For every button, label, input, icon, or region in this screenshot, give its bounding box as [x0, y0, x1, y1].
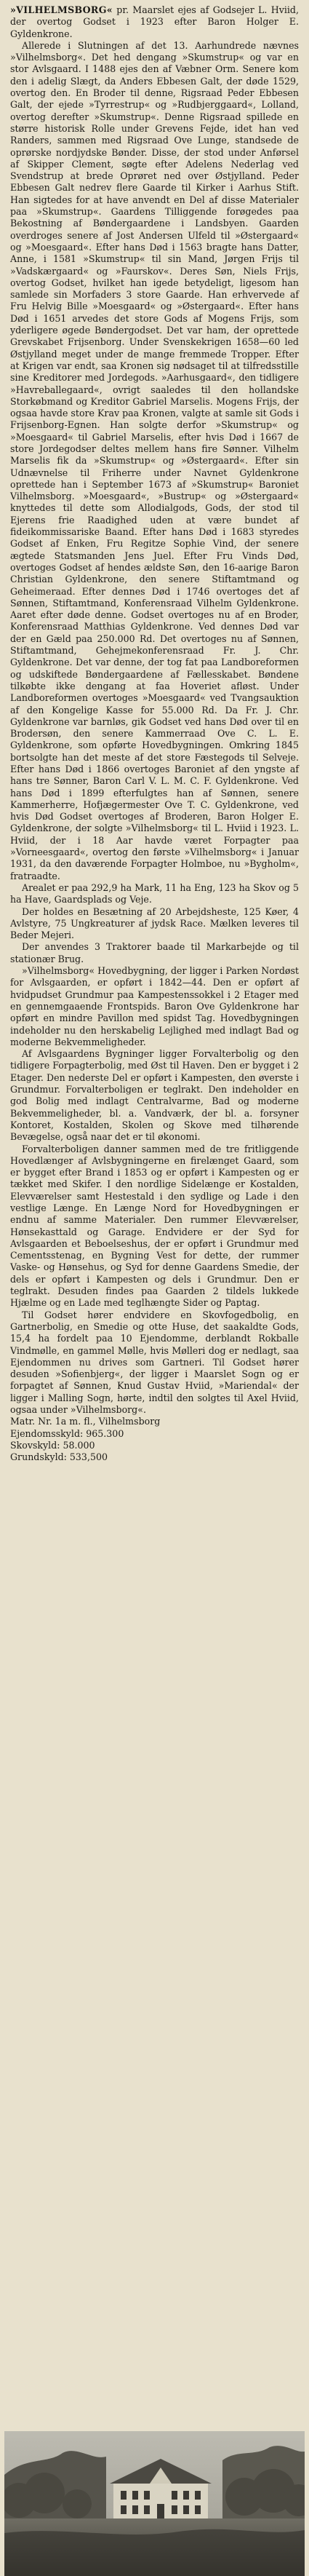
matr-number: Matr. Nr. 1a m. fl., Vilhelmsborg: [10, 1416, 161, 1427]
article-paragraph-6: »Vilhelmsborg« Hovedbygning, der ligger i Parken Nordøst for Avlsgaarden, er opført i 1842—44. Den er opført af hvidpudset Grundmur paa Kampestenssokkel i 2 Etager med en gennemgaaende Frontspids. Baron Ove Gyldenkrone har opført en mindre Pavillon med spidst Tag. Hovedbygningen indeholder nu den herskabelig Lejlighed med indlagt Bad og moderne Bekvemmeligheder.: [10, 965, 299, 1047]
article-paragraph-8: Forvalterboligen danner sammen med de tre fritliggende Hovedlænger af Avlsbygningerne en firelænget Gaard, som er bygget efter Brand i 1853 og er opført i Kampesten og er tækket med Skifer. I den nordlige Sidelænge er Kostalden, Elevværelser samt Hestestald i den sydlige og Lade i den vestlige Længe. En Længe Nord for Hovedbygningen er endnu af samme Materialer. Den rummer Elevværelser, Hønsekasttald og Garage. Endvidere er der Syd for Avlsgaarden et Beboelseshus, der er opført i Grundmur med Cementsstenag, en Bygning Vest for dette, der rummer Vaske- og Hønsehus, og Syd for denne Gaardens Smedie, der dels er opført i Kampesten og dels i Grundmur. Den er teglrakt. Desuden findes paa Gaarden 2 tildels lukkede Hjælme og en Lade med teglhængte Sider og Paptag.: [10, 1143, 299, 1309]
article-paragraph-5: Der anvendes 3 Traktorer baade til Markarbejde og til stationær Brug.: [10, 941, 299, 964]
skovskyld: Skovskyld: 58.000: [10, 1439, 95, 1451]
article-paragraph-7: Af Avlsgaardens Bygninger ligger Forvalterbolig og den tidligere Forpagterbolig, med Øst til Haven. Den er bygget i 2 Etager. Den nederste Del er opført i Kampesten, den øverste i Grundmur. Forvalterboligen er teglrakt. Den indeholder en god Bolig med indlagt Centralvarme, Bad og moderne Bekvemmeligheder, bl. a. Vandværk, der bl. a. forsyner Kontoret, Kostalden, Skolen og Skove med tilhørende Bevægelse, også naar det er til økonomi.: [10, 1048, 299, 1143]
article-paragraph-2: Allerede i Slutningen af det 13. Aarhundrede nævnes »Vilhelmsborg«. Det hed dengang »Skumstrup« og var en stor Avlsgaard. I 1488 ejes den af Væbner Orm. Senere kom den i adelig Slægt, da Anders Ebbesen Galt, der døde 1529, overtog den. En Broder til denne, Rigsraad Peder Ebbesen Galt, der ejede »Tyrrestrup« og »Rudbjerggaard«, Lolland, overtog derefter »Skumstrup«. Denne Rigsraad spillede en større historisk Rolle under Grevens Fejde, idet han ved Randers, sammen med Rigsraad Ove Lunge, standsede de oprørske nordjydske Bønder. Disse, der stod under Anførsel af Skipper Clement, søgte efter Adelens Nederlag ved Svendstrup at brede Oprøret ned over Østjylland. Peder Ebbesen Galt nedrev flere Gaarde til Kirker i Aarhus Stift. Han sigtedes for at have anvendt en Del af disse Materialer paa »Skumstrup«. Gaardens Tilliggende forøgedes paa Bekostning af Bøndergaardene i Landsbyen. Gaarden overdroges senere af Jost Andersen Ulfeld til »Østergaard« og »Moesgaard«. Efter hans Død i 1563 bragte hans Datter, Anne, i 1581 »Skumstrup« til sin Mand, Jørgen Frijs til »Vadskærgaard« og »Faurskov«. Deres Søn, Niels Frijs, overtog Godset, hvilket han igede betydeligt, ligesom han samlede sin Morfaders 3 store Gaarde. Han erhvervede af Fru Helvig Bille »Moesgaard« og »Østergaard«. Efter hans Død i 1651 arvedes det store Gods af Mogens Frijs, som yderligere øgede Bøndergodset. Det var ham, der oprettede Grevskabet Frijsenborg. Under Svenskekrigen 1658—60 led Østjylland meget under de mange fremmede Tropper. Efter at Krigen var endt, saa Kronen sig nødsaget til at tilfredsstille sine Kreditorer med Jordegods. »Aarhusgaard«, den tidligere »Havreballegaard«, ovrigt saaledes til den hollandske Storkøbmand og Kreditor Gabriel Marselis. Mogens Frijs, der ogsaa havde store Krav paa Kronen, valgte at samle sit Gods i Frijsenborg-Egnen. Han solgte derfor »Skumstrup« og »Moesgaard« til Gabriel Marselis, efter hvis Død i 1667 de store Jordegodser deltes mellem hans fire Sønner. Vilhelm Marselis fik da »Skumstrup« og »Østergaard«. Efter sin Udnævnelse til Friherre under Navnet Gyldenkrone oprettede han i September 1673 af »Skumstrup« Baroniet Vilhelmsborg. »Moesgaard«, »Bustrup« og »Østergaard« knyttedes til dette som Allodialgods, Gods, der stod til Ejerens frie Raadighed uden at være bundet af fideikommissariske Baand. Efter hans Død i 1683 styredes Godset af Enken, Fru Regitze Sophie Vind, der senere ægtede Statsmanden Jens Juel. Efter Fru Vinds Død, overtoges Godset af hendes ældste Søn, den 16-aarige Baron Christian Gyldenkrone, den senere Stiftamtmand og Geheimeraad. Efter dennes Død i 1746 overtoges det af Sønnen, Stiftamtmand, Konferensraad Vilhelm Gyldenkrone. Aaret efter døde denne. Godset overtoges nu af en Broder, Konferensraad Matthias Gyldenkrone. Ved dennes Død var der en Gæld paa 250.000 Rd. Det overtoges nu af Sønnen, Stiftamtmand, Gehejmekonferensraad Fr. J. Chr. Gyldenkrone. Det var denne, der tog fat paa Landboreformen og udskiftede Bøndergaardene af Fællesskabet. Bøndene tilkøbte ikke dengang at faa Hoveriet afløst. Under Landboreformen overtoges »Moesgaard« ved Tvangsauktion af den Kongelige Kasse for 55.000 Rd. Da Fr. J. Chr. Gyldenkrone var barnløs, gik Godset ved hans Død over til en Brodersøn, den senere Kammerraad Ove C. L. E. Gyldenkrone, som opførte Hovedbygningen. Omkring 1845 bortsolgte han det meste af det store Fæstegods til Selveje. Efter hans Død i 1866 overtoges Baroniet af den yngste af hans tre Sønner, Baron Carl V. L. M. C. F. Gyldenkrone. Ved hans Død i 1899 efterfulgtes han af Sønnen, senere Kammerherre, Hofjægermester Ove T. C. Gyldenkrone, ved hvis Død Godset overtoges af Broderen, Baron Holger E. Gyldenkrone, der solgte »Vilhelmsborg« til L. Hviid i 1923. L. Hviid, der i 18 Aar havde været Forpagter paa »Vorneesgaard«, overtog den første »Vilhelmsborg« i Januar 1931, da den daværende Forpagter Holmboe, nu »Bygholm«, fratraadte.: [10, 39, 299, 881]
article-paragraph-text: pr. Maarslet ejes af Godsejer L. Hviid, der overtog Godset i 1923 efter Baron Holger E. Gyldenkrone.: [10, 4, 299, 39]
article-heading: »VILHELMSBORG«: [10, 4, 113, 15]
article-paragraph-9: Til Godset hører endvidere en Skovfogedbolig, en Gartnerbolig, en Smedie og otte Huse, det saakaldte Gods, 15,4 ha fordelt paa 10 Ejendomme, derblandt Rokballe Vindmølle, en gammel Mølle, hvis Mølleri dog er nedlagt, saa Ejendommen nu drives som Gartneri. Til Godset hører desuden »Sofienbjerg«, der ligger i Maarslet Sogn og er forpagtet af Sønnen, Knud Gustav Hviid, »Mariendal« der ligger i Malling Sogn, hørte, indtil den solgtes til Axel Hviid, ogsaa under »Vilhelmsborg«.: [10, 1309, 299, 1416]
ejendomsskyld: Ejendomsskyld: 965.300: [10, 1427, 124, 1439]
article-paragraph-1: [10, 4, 299, 40]
article-paragraph-4: Der holdes en Besætning af 20 Arbejdsheste, 125 Køer, 4 Avlstyre, 75 Ungkreaturer af jydsk Race. Mælken leveres til Beder Mejeri.: [10, 905, 299, 941]
article-paragraph-3: Arealet er paa 292,9 ha Mark, 11 ha Eng, 123 ha Skov og 5 ha Have, Gaardsplads og Veje.: [10, 881, 299, 905]
property-facts: [10, 1416, 299, 1463]
estate-photo: [4, 2431, 305, 2576]
estate-photo-image: [4, 2431, 305, 2576]
article-body: [10, 4, 299, 1464]
grundskyld: Grundskyld: 533,500: [10, 1451, 108, 1463]
